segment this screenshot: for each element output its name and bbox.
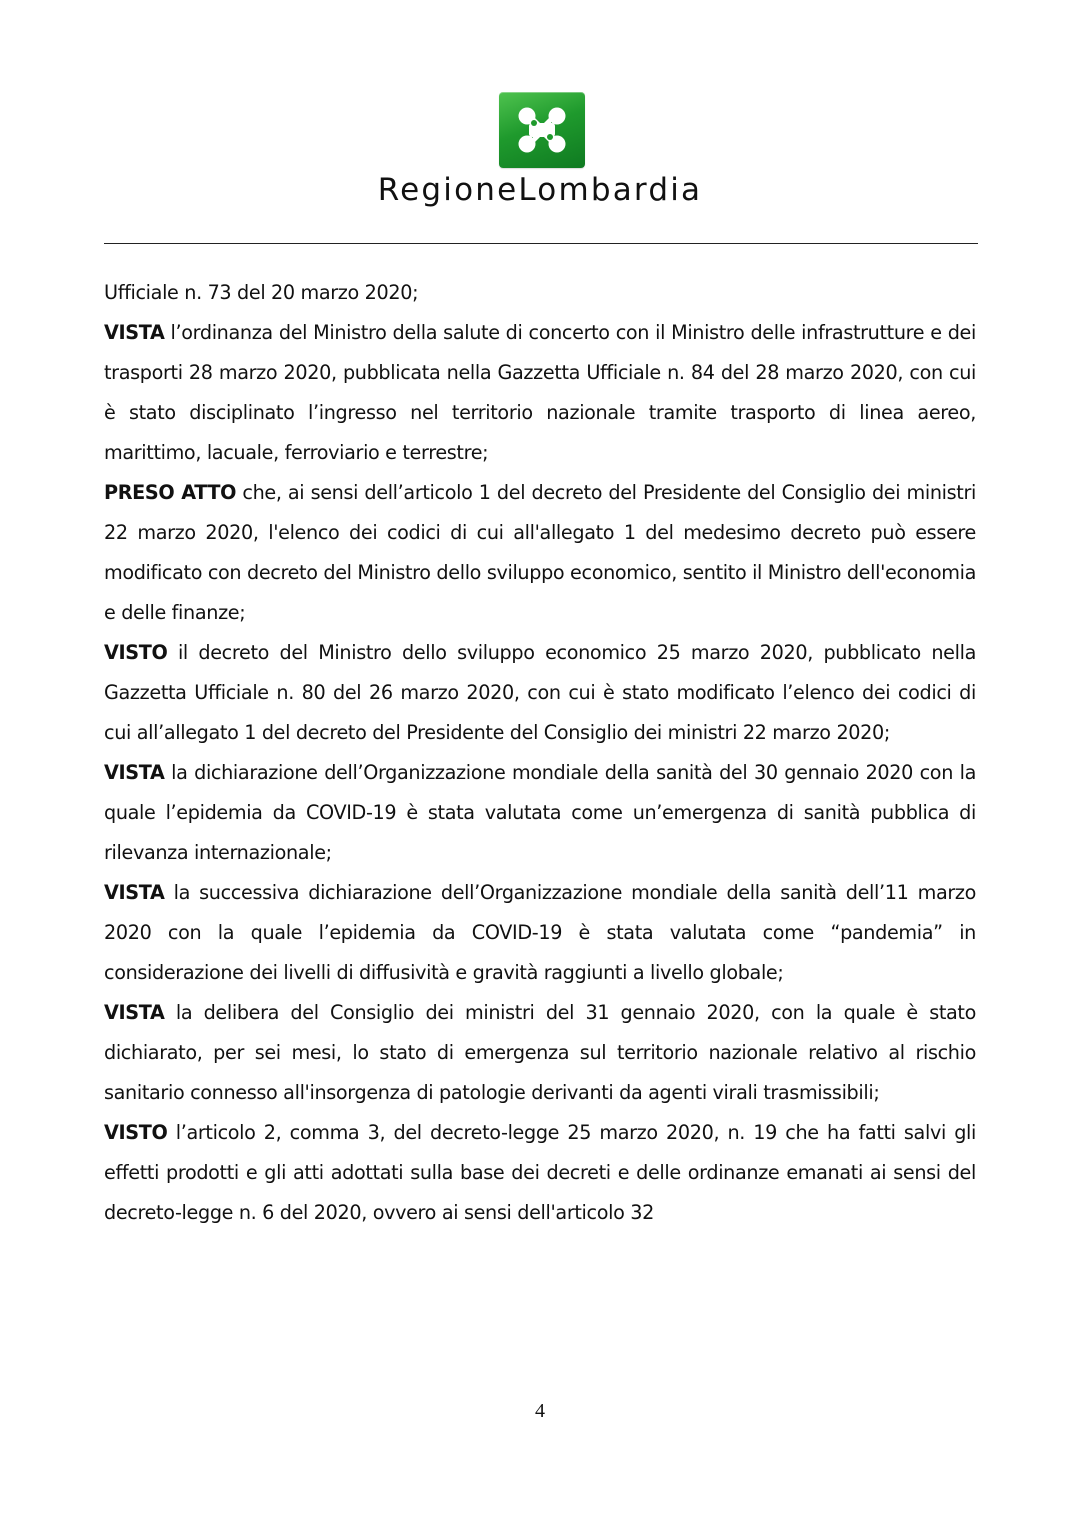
page-number: 4 — [535, 1400, 545, 1422]
regione-lombardia-logo-icon — [499, 92, 585, 168]
paragraph — [104, 1113, 976, 1233]
paragraph-text: l’articolo 2, comma 3, del decreto-legge 25 marzo 2020, n. 19 che ha fatti salvi gli effetti prodotti e gli atti adottati sulla base dei decreti e delle ordinanze emanati ai sensi del decreto-legge n. 6 del 2020, ovvero ai sensi dell'articolo 32 — [104, 1121, 976, 1224]
paragraph-keyword: VISTO — [104, 1121, 168, 1144]
paragraph-keyword: VISTA — [104, 1001, 165, 1024]
paragraph-text: la dichiarazione dell’Organizzazione mondiale della sanità del 30 gennaio 2020 con la quale l’epidemia da COVID-19 è stata valutata come un’emergenza di sanità pubblica di rilevanza internazionale; — [104, 761, 976, 864]
brand-name: RegioneLombardia — [377, 172, 703, 208]
paragraph-text: che, ai sensi dell’articolo 1 del decreto del Presidente del Consiglio dei ministri 22 marzo 2020, l'elenco dei codici di cui all'allegato 1 del medesimo decreto può essere modificato con decreto del Ministro dello sviluppo economico, sentito il Ministro dell'economia e delle finanze; — [104, 481, 976, 624]
paragraph — [104, 873, 976, 993]
paragraph-text: il decreto del Ministro dello sviluppo economico 25 marzo 2020, pubblicato nella Gazzetta Ufficiale n. 80 del 26 marzo 2020, con cui è stato modificato l’elenco dei codici di cui all’allegato 1 del decreto del Presidente del Consiglio dei ministri 22 marzo 2020; — [104, 641, 976, 744]
paragraph — [104, 633, 976, 753]
paragraph — [104, 313, 976, 473]
paragraph-keyword: VISTA — [104, 881, 165, 904]
paragraph-keyword: VISTA — [104, 761, 165, 784]
paragraph — [104, 273, 976, 313]
paragraph-text: Ufficiale n. 73 del 20 marzo 2020; — [104, 281, 419, 304]
paragraph — [104, 753, 976, 873]
header-divider — [104, 243, 978, 244]
paragraph-text: la delibera del Consiglio dei ministri del 31 gennaio 2020, con la quale è stato dichiarato, per sei mesi, lo stato di emergenza sul territorio nazionale relativo al rischio sanitario connesso all'insorgenza di patologie derivanti da agenti virali trasmissibili; — [104, 1001, 976, 1104]
paragraph-text: la successiva dichiarazione dell’Organizzazione mondiale della sanità dell’11 marzo 2020 con la quale l’epidemia da COVID-19 è stata valutata come “pandemia” in considerazione dei livelli di diffusività e gravità raggiunti a livello globale; — [104, 881, 976, 984]
letterhead — [0, 0, 1080, 250]
document-body — [104, 273, 976, 1233]
paragraph-text: l’ordinanza del Ministro della salute di concerto con il Ministro delle infrastrutture e dei trasporti 28 marzo 2020, pubblicata nella Gazzetta Ufficiale n. 84 del 28 marzo 2020, con cui è stato disciplinato l’ingresso nel territorio nazionale tramite trasporto di linea aereo, marittimo, lacuale, ferroviario e terrestre; — [104, 321, 976, 464]
paragraph-keyword: VISTO — [104, 641, 168, 664]
paragraph — [104, 993, 976, 1113]
paragraph — [104, 473, 976, 633]
paragraph-keyword: VISTA — [104, 321, 165, 344]
paragraph-keyword: PRESO ATTO — [104, 481, 237, 504]
